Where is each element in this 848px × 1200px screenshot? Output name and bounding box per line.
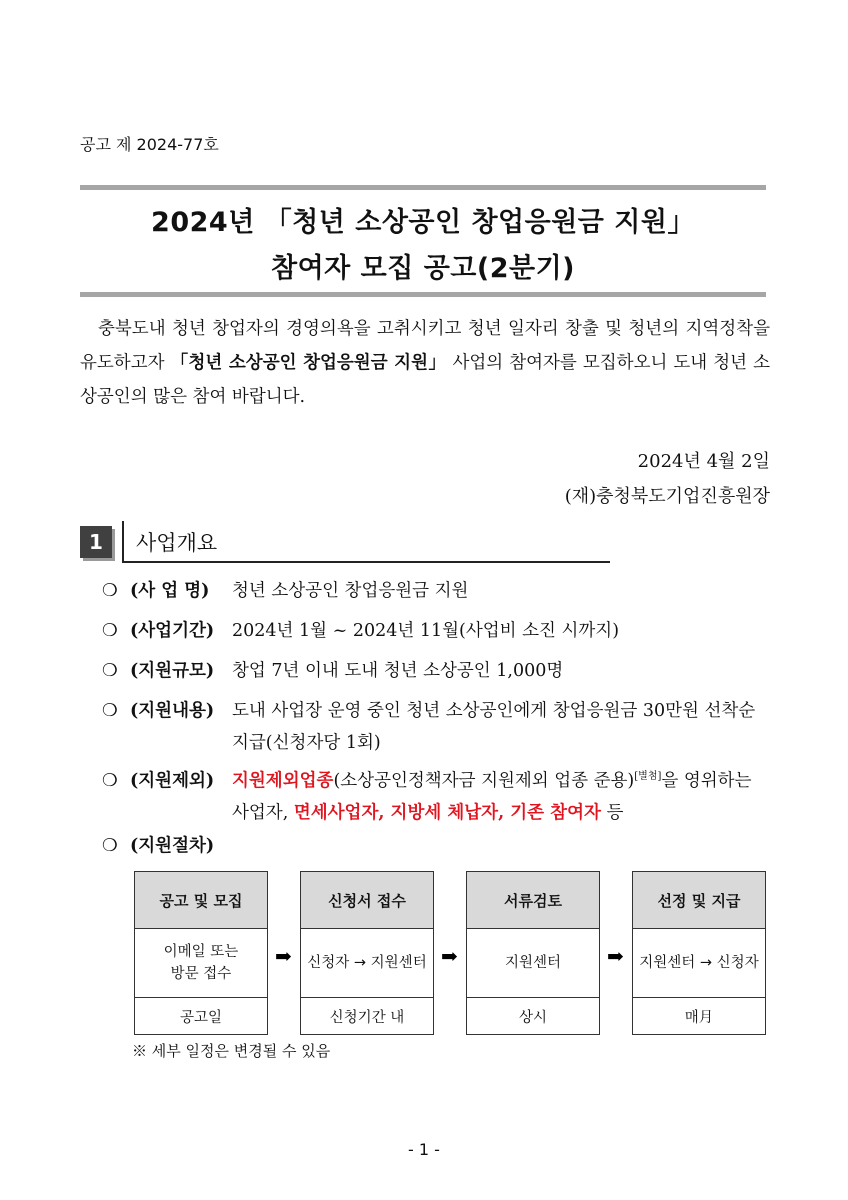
section-divider <box>122 521 124 561</box>
title-top-rule <box>80 185 766 190</box>
bullet-circle-icon: ❍ <box>102 771 118 791</box>
item-label: (지원제외) <box>130 771 215 791</box>
section-number-badge: 1 <box>80 526 112 558</box>
step-timing: 매月 <box>684 1009 714 1026</box>
procedure-step-1 <box>134 871 268 1035</box>
bullet-circle-icon: ❍ <box>102 701 118 721</box>
title-bottom-rule <box>80 292 766 297</box>
bullet-circle-icon: ❍ <box>102 581 118 601</box>
document-title-line1: 2024년 「청년 소상공인 창업응원금 지원」 <box>151 207 695 238</box>
item-text <box>232 765 772 829</box>
bullet-circle-icon: ❍ <box>102 621 118 641</box>
item-label: (지원규모) <box>130 661 215 681</box>
item-text: 창업 7년 이내 도내 청년 소상공인 1,000명 <box>232 661 564 681</box>
item-label: (지원절차) <box>130 836 215 856</box>
arrow-right-icon: ➡ <box>275 944 292 968</box>
notice-date: 2024년 4월 2일 <box>637 451 770 472</box>
step-timing: 공고일 <box>179 1009 223 1026</box>
issuing-organization: (재)충청북도기업진흥원장 <box>564 486 770 507</box>
item-label: (사 업 명) <box>130 581 210 601</box>
document-title-line2: 참여자 모집 공고(2분기) <box>270 253 575 284</box>
exclusion-text: 을 영위하는 사업자, <box>232 771 752 823</box>
arrow-right-icon: ➡ <box>441 944 458 968</box>
arrow-right-icon: ➡ <box>607 944 624 968</box>
item-label: (지원내용) <box>130 701 215 721</box>
step-title: 공고 및 모집 <box>135 872 267 929</box>
step-title: 신청서 접수 <box>301 872 433 929</box>
item-text: 청년 소상공인 창업응원금 지원 <box>232 581 469 601</box>
section-underline <box>122 561 610 563</box>
step-detail: 이메일 또는 방문 접수 <box>135 929 267 998</box>
excluded-industries: 지원제외업종 <box>232 771 334 791</box>
exclusion-text: 등 <box>600 803 624 823</box>
bullet-circle-icon: ❍ <box>102 661 118 681</box>
procedure-step-4 <box>632 871 766 1035</box>
page-number: - 1 - <box>408 1140 440 1159</box>
intro-text-2: 사업의 참여자를 모집하오니 도내 청년 소상공인의 많은 참여 바랍니다. <box>80 353 770 407</box>
item-label: (사업기간) <box>130 621 215 641</box>
step-timing: 상시 <box>518 1009 547 1026</box>
intro-paragraph <box>80 312 770 414</box>
notice-number: 공고 제 2024-77호 <box>80 135 219 154</box>
intro-program-name: 「청년 소상공인 창업응원금 지원」 <box>170 353 447 373</box>
step-title: 서류검토 <box>467 872 599 929</box>
schedule-note: ※ 세부 일정은 변경될 수 있음 <box>132 1042 331 1060</box>
annex-reference: [별첨] <box>634 771 662 782</box>
step-title: 선정 및 지급 <box>633 872 765 929</box>
procedure-step-2 <box>300 871 434 1035</box>
excluded-applicants: 면세사업자, 지방세 체납자, 기존 참여자 <box>293 803 601 823</box>
step-timing: 신청기간 내 <box>329 1009 405 1026</box>
step-detail: 신청자 → 지원센터 <box>301 929 433 998</box>
step-detail: 지원센터 <box>467 929 599 998</box>
step-detail: 지원센터 → 신청자 <box>633 929 765 998</box>
item-text: 2024년 1월 ~ 2024년 11월(사업비 소진 시까지) <box>232 621 620 641</box>
section-title: 사업개요 <box>136 531 218 555</box>
item-text: 도내 사업장 운영 중인 청년 소상공인에게 창업응원금 30만원 선착순 지급(신청자당 1회) <box>232 701 756 753</box>
procedure-step-3 <box>466 871 600 1035</box>
intro-text-1: 충북도내 청년 창업자의 경영의욕을 고취시키고 청년 일자리 창출 및 청년의 지역정착을 유도하고자 <box>80 319 770 373</box>
bullet-circle-icon: ❍ <box>102 836 118 856</box>
exclusion-text: (소상공인정책자금 지원제외 업종 준용) <box>333 771 635 791</box>
